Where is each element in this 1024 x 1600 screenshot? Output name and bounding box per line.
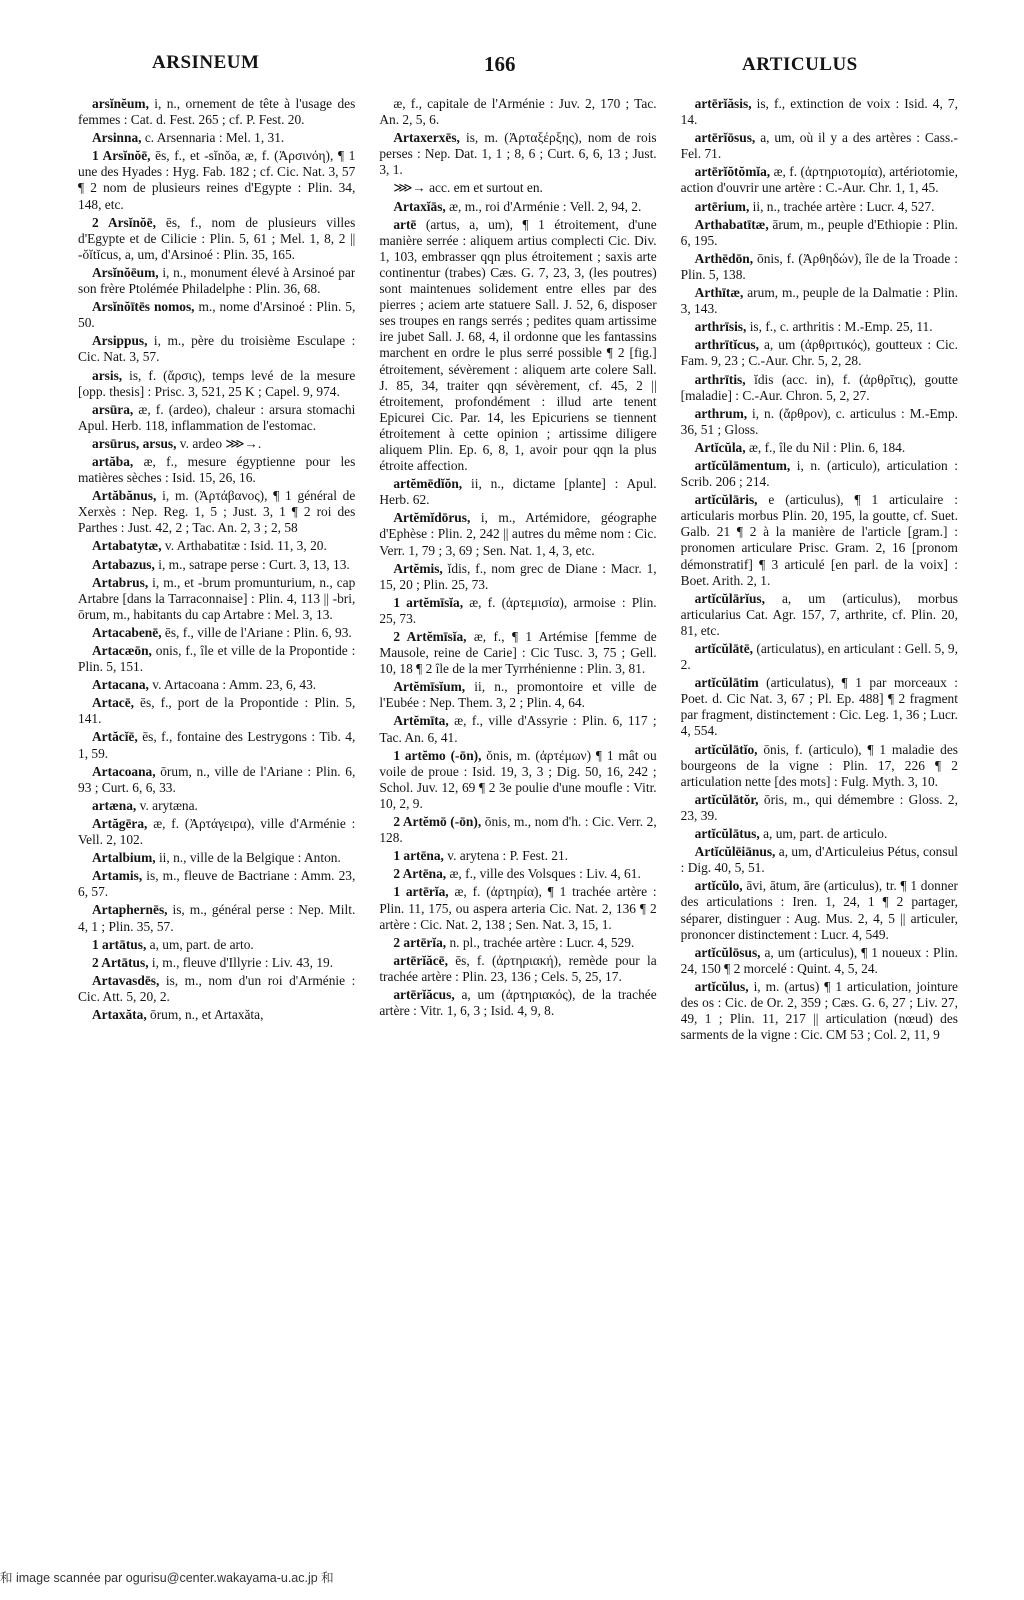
entry-headword: artĭcŭlōsus, bbox=[694, 944, 761, 960]
entry-headword: arthrum, bbox=[694, 405, 748, 421]
dictionary-entry bbox=[379, 953, 656, 985]
entry-definition: ēs, f., et -sĭnŏa, æ, f. (Ἀρσινόη), ¶ 1 une des Hyades : Hyg. Fab. 182 ; cf. Cic. Nat. 3, 57 ¶ 2 nom de plusieurs reines d'Egypte : Plin. 34, 148, etc. bbox=[78, 148, 356, 212]
entry-definition: æ, f. (ἀρτηριοτομία), artériotomie, action d'ouvrir une artère : C.-Aur. Chr. 1, 1, 45. bbox=[680, 164, 958, 196]
entry-headword: 1 artĕmīsĭa, bbox=[393, 594, 464, 610]
dictionary-entry bbox=[681, 641, 958, 673]
dictionary-entry bbox=[681, 372, 958, 404]
dictionary-entry bbox=[681, 251, 958, 283]
entry-definition: ēs, f., port de la Propontide : Plin. 5, 141. bbox=[78, 695, 356, 727]
entry-headword: artĭcŭlātē, bbox=[694, 641, 754, 656]
entry-definition: onis, f., île et ville de la Propontide : Plin. 5, 151. bbox=[78, 643, 356, 675]
column-right bbox=[681, 96, 958, 1522]
dictionary-entry bbox=[379, 814, 656, 846]
entry-definition: v. ardeo ⋙→. bbox=[176, 435, 262, 451]
dictionary-entry bbox=[78, 764, 355, 796]
dictionary-entry bbox=[681, 440, 958, 456]
entry-definition: is, f., c. arthritis : M.-Emp. 25, 11. bbox=[746, 319, 933, 335]
dictionary-entry bbox=[681, 792, 958, 824]
entry-headword: Arthēdōn, bbox=[694, 250, 754, 266]
entry-headword: artĭcŭlārĭus, bbox=[694, 590, 765, 606]
entry-headword: Artamis, bbox=[92, 868, 143, 884]
dictionary-entry bbox=[681, 337, 958, 369]
entry-definition: (articulatus), ¶ 1 par morceaux : Poet. d. Cic Nat. 3, 67 ; Pl. Ep. 488] ¶ 2 fragment par fragment, distinctement : Cic. Leg. 1, 36 ; Lucr. 4, 554. bbox=[680, 675, 958, 739]
entry-definition: æ, f., île du Nil : Plin. 6, 184. bbox=[745, 439, 906, 455]
entry-definition: ōrum, n., ville de l'Ariane : Plin. 6, 93 ; Curt. 6, 6, 33. bbox=[78, 763, 356, 795]
dictionary-entry bbox=[681, 130, 958, 162]
entry-definition: v. arytæna. bbox=[136, 797, 198, 813]
entry-headword: arthrītĭcus, bbox=[694, 337, 759, 353]
entry-definition: ōnis, m., nom d'h. : Cic. Verr. 2, 128. bbox=[379, 814, 657, 846]
entry-headword: 2 artērĭa, bbox=[393, 934, 447, 950]
entry-headword: Artalbium, bbox=[92, 850, 156, 866]
dictionary-entry bbox=[681, 742, 958, 790]
dictionary-entry bbox=[78, 402, 355, 434]
entry-definition: i, n., ornement de tête à l'usage des femmes : Cat. d. Fest. 265 ; cf. P. Fest. 20. bbox=[78, 96, 356, 128]
entry-headword: Arthabatītæ, bbox=[694, 216, 769, 232]
column-left bbox=[78, 96, 355, 1522]
entry-headword: 1 artēna, bbox=[393, 848, 444, 864]
entry-headword: artērĭăcus, bbox=[393, 986, 455, 1002]
entry-definition: i, n., monument élevé à Arsinoé par son frère Ptolémée Philadelphe : Plin. 36, 68. bbox=[78, 264, 356, 297]
dictionary-entry bbox=[379, 629, 656, 677]
entry-definition: (artus, a, um), ¶ 1 étroitement, d'une manière serrée : aliquem artius complecti Cic. Div. 1, 103, embrasser qqn plus étroitement ; saxis arte continentur (trabes) Cæs. G. 7, 23, 3, (les poutres) sont maintenues solidement entre elles par des pierres ; aciem arte statuere Sall. J. 52, 6, disposer ses troupes en rangs serrés ; pedites quam artissime ire jubet Sall. J. 68, 4, il ordonne que les fantassins marchent en ordre le plus serré possible ¶ 2 [fig.] étroitement, sévèrement : aliquem arte colere Sall. J. 85, 34, traiter qqn sévèrement, cf. 45, 2 || étroitement, profondément : illud arte tenent Epicurei Cic. Par. 14, les Epicuriens se tiennent étroitement à cette opinion ; artissime diligere aliquem Plin. Ep. 6, 8, 1, avoir pour qqn la plus étroite affection. bbox=[379, 216, 657, 474]
entry-definition: æ, f. (ardeo), chaleur : arsura stomachi Apul. Herb. 118, inflammation de l'estomac. bbox=[78, 401, 356, 433]
entry-definition: (articulatus), en articulant : Gell. 5, 9, 2. bbox=[680, 641, 958, 673]
entry-definition: a, um, part. de articulo. bbox=[759, 826, 888, 842]
entry-definition: ēs, f. (ἀρτηριακή), remède pour la trachée artère : Plin. 23, 136 ; Cels. 5, 25, 17. bbox=[379, 952, 657, 984]
entry-definition: c. Arsennaria : Mel. 1, 31. bbox=[141, 130, 285, 146]
entry-definition: m., nome d'Arsinoé : Plin. 5, 50. bbox=[78, 299, 356, 331]
entry-definition: æ, f., ville d'Assyrie : Plin. 6, 117 ; Tac. An. 6, 41. bbox=[379, 713, 657, 745]
entry-definition: is, m. (Ἀρταξέρξης), nom de rois perses : Nep. Dat. 1, 1 ; 8, 6 ; Curt. 6, 6, 13 ; Just. 3, 1. bbox=[379, 130, 657, 178]
entry-definition: i, m., et -brum promunturium, n., cap Artabre [dans la Tarraconnaise] : Plin. 4, 113 || -bri, ōrum, m., habitants du cap Artabre : Mel. 3, 13. bbox=[78, 574, 356, 622]
dictionary-entry bbox=[78, 130, 355, 146]
entry-headword: 2 Artātus, bbox=[92, 954, 149, 970]
dictionary-columns bbox=[78, 96, 958, 1522]
entry-headword: 1 artērĭa, bbox=[393, 884, 449, 900]
dictionary-entry bbox=[78, 798, 355, 814]
dictionary-entry bbox=[78, 96, 355, 128]
dictionary-entry bbox=[379, 199, 656, 215]
entry-definition: ōris, m., qui démembre : Gloss. 2, 23, 39. bbox=[680, 791, 958, 823]
entry-headword: Artaxăta, bbox=[92, 1006, 147, 1022]
dictionary-entry bbox=[379, 848, 656, 864]
entry-definition: i, m., père du troisième Esculape : Cic. Nat. 3, 57. bbox=[78, 333, 356, 365]
entry-headword: arsis, bbox=[92, 367, 123, 383]
dictionary-entry bbox=[681, 199, 958, 215]
entry-definition: n. pl., trachée artère : Lucr. 4, 529. bbox=[446, 934, 635, 950]
dictionary-entry bbox=[78, 955, 355, 971]
entry-definition: ii, n., trachée artère : Lucr. 4, 527. bbox=[749, 198, 935, 214]
entry-headword: artērĭăcē, bbox=[393, 952, 448, 968]
entry-definition: a, um, d'Articuleius Pétus, consul : Dig. 40, 5, 51. bbox=[680, 844, 958, 876]
dictionary-entry bbox=[681, 878, 958, 942]
dictionary-entry bbox=[78, 1007, 355, 1023]
dictionary-entry bbox=[379, 130, 656, 178]
dictionary-entry bbox=[681, 591, 958, 639]
dictionary-entry bbox=[379, 510, 656, 558]
dictionary-entry bbox=[78, 454, 355, 486]
entry-headword: Arthītæ, bbox=[694, 285, 744, 301]
entry-definition: a, um, part. de arto. bbox=[146, 936, 254, 952]
entry-headword: artĭcŭlāris, bbox=[694, 492, 758, 508]
entry-definition: āvi, ātum, āre (articulus), tr. ¶ 1 donner des articulations : Iren. 1, 24, 1 ¶ 2 partager, séparer, distinguer : Aug. Mus. 2, 4, 5 || articuler, prononcer distinctement : Lucr. 4, 549. bbox=[680, 878, 958, 942]
entry-definition: æ, f., ¶ 1 Artémise [femme de Mausole, reine de Carie] : Cic Tusc. 3, 75 ; Gell. 10, 18 ¶ 2 île de la mer Tyrrhénienne : Plin. 3, 81. bbox=[379, 629, 657, 677]
entry-headword: artæna, bbox=[92, 797, 137, 813]
dictionary-entry bbox=[78, 729, 355, 761]
dictionary-entry bbox=[78, 850, 355, 866]
entry-headword: Artabazus, bbox=[92, 556, 155, 572]
entry-headword: Artĭcŭla, bbox=[694, 439, 746, 455]
entry-definition: is, f., extinction de voix : Isid. 4, 7, 14. bbox=[680, 96, 958, 128]
dictionary-entry bbox=[681, 217, 958, 249]
entry-definition: ēs, f., fontaine des Lestrygons : Tib. 4, 1, 59. bbox=[78, 729, 356, 761]
entry-headword: Arsippus, bbox=[92, 333, 148, 349]
entry-headword: Artĕmīsĭum, bbox=[393, 679, 466, 695]
entry-definition: i, m. (Ἀρτάβανος), ¶ 1 général de Xerxès : Nep. Reg. 1, 5 ; Just. 3, 1 ¶ 2 roi des Parthes : Just. 42, 2 ; Tac. An. 2, 3 ; 2, 58 bbox=[78, 488, 356, 536]
entry-definition: ōnis, f. (articulo), ¶ 1 maladie des bourgeons de la vigne : Plin. 17, 226 ¶ 2 articulation nette [des mots] : Fulg. Myth. 3, 10. bbox=[680, 741, 958, 789]
entry-headword: Artăbănus, bbox=[92, 488, 157, 504]
entry-headword: Arsinna, bbox=[92, 130, 142, 146]
entry-definition: ii, n., promontoire et ville de l'Eubée : Nep. Them. 3, 2 ; Plin. 4, 64. bbox=[379, 679, 657, 711]
entry-headword: Arsĭnŏēum, bbox=[92, 264, 159, 280]
entry-headword: Artabatytæ, bbox=[92, 538, 162, 554]
entry-headword: Arsĭnŏītēs nomos, bbox=[92, 299, 195, 315]
dictionary-entry bbox=[78, 557, 355, 573]
entry-definition: a, um, où il y a des artères : Cass.-Fel. 71. bbox=[680, 130, 958, 162]
dictionary-entry bbox=[78, 695, 355, 727]
entry-definition: ĭdis, f., nom grec de Diane : Macr. 1, 15, 20 ; Plin. 25, 73. bbox=[379, 560, 657, 592]
entry-headword: artērĭŏtŏmĭa, bbox=[694, 164, 771, 180]
dictionary-entry bbox=[78, 538, 355, 554]
dictionary-entry bbox=[681, 826, 958, 842]
running-head-right: ARTICULUS bbox=[742, 54, 858, 75]
entry-headword: artĕmēdĭŏn, bbox=[393, 476, 463, 492]
dictionary-entry bbox=[78, 868, 355, 900]
dictionary-entry bbox=[681, 675, 958, 739]
dictionary-entry bbox=[379, 748, 656, 812]
entry-headword: Artavasdēs, bbox=[92, 972, 160, 988]
entry-headword: 2 Artēna, bbox=[393, 866, 447, 882]
dictionary-entry bbox=[379, 561, 656, 593]
entry-headword: artērĭăsis, bbox=[694, 96, 752, 111]
dictionary-entry bbox=[78, 265, 355, 297]
scan-credit: 和 image scannée par ogurisu@center.wakayama-u.ac.jp 和 bbox=[0, 1571, 334, 1585]
entry-headword: arthrīsis, bbox=[694, 319, 747, 335]
entry-definition: ārum, m., peuple d'Ethiopie : Plin. 6, 195. bbox=[680, 216, 958, 248]
dictionary-entry bbox=[681, 319, 958, 335]
entry-headword: arsūra, bbox=[92, 401, 134, 417]
dictionary-entry bbox=[681, 492, 958, 589]
entry-headword: Artĕmĭdōrus, bbox=[393, 510, 471, 526]
entry-headword: artĭcŭlāmentum, bbox=[694, 457, 791, 473]
entry-definition: i, n. (articulo), articulation : Scrib. 206 ; 214. bbox=[680, 457, 958, 490]
dictionary-entry bbox=[78, 625, 355, 641]
entry-headword: Artacē, bbox=[92, 695, 135, 711]
entry-definition: i, m., Artémidore, géographe d'Ephèse : Plin. 2, 242 || autres du même nom : Cic. Verr. 1, 79 ; 3, 69 ; Sen. Nat. 1, 4, 3, etc. bbox=[379, 510, 657, 558]
entry-headword: artĭcŭlātim bbox=[694, 675, 759, 691]
entry-definition: æ, f. (ἀρτεμισία), armoise : Plin. 25, 73. bbox=[379, 594, 657, 626]
entry-headword: Artabrus, bbox=[92, 574, 149, 590]
entry-headword: Artacabenē, bbox=[92, 624, 162, 640]
entry-definition: ii, n., dictame [plante] : Apul. Herb. 62. bbox=[379, 476, 657, 508]
entry-headword: artĭcŭlo, bbox=[694, 878, 743, 894]
entry-definition: ōrum, n., et Artaxăta, bbox=[146, 1006, 264, 1022]
dictionary-entry bbox=[681, 285, 958, 317]
entry-headword: 1 artātus, bbox=[92, 936, 147, 952]
dictionary-entry bbox=[78, 436, 355, 452]
dictionary-entry bbox=[78, 299, 355, 331]
entry-definition: a, um (ἀρθριτικός), goutteux : Cic. Fam. 9, 23 ; C.-Aur. Chr. 5, 2, 28. bbox=[680, 337, 958, 369]
dictionary-entry bbox=[681, 96, 958, 128]
dictionary-entry bbox=[78, 148, 355, 212]
entry-definition: æ, f., mesure égyptienne pour les matières sèches : Isid. 15, 26, 16. bbox=[78, 453, 356, 486]
dictionary-entry bbox=[78, 643, 355, 675]
entry-headword: artĭcŭlātus, bbox=[694, 826, 760, 842]
entry-headword: 1 Arsĭnŏē, bbox=[92, 148, 151, 164]
dictionary-entry bbox=[379, 595, 656, 627]
entry-definition: æ, f. (Ἀρτάγειρα), ville d'Arménie : Vell. 2, 102. bbox=[78, 815, 356, 848]
dictionary-entry bbox=[379, 987, 656, 1019]
dictionary-entry bbox=[681, 945, 958, 977]
entry-definition: i, m., fleuve d'Illyrie : Liv. 43, 19. bbox=[148, 954, 334, 970]
dictionary-entry bbox=[379, 935, 656, 951]
dictionary-entry bbox=[78, 488, 355, 536]
dictionary-entry bbox=[379, 679, 656, 711]
entry-headword: Artaphernēs, bbox=[92, 902, 168, 918]
entry-headword: Artacana, bbox=[92, 677, 149, 693]
dictionary-entry bbox=[78, 937, 355, 953]
entry-definition: ēs, f., ville de l'Ariane : Plin. 6, 93. bbox=[161, 624, 352, 640]
entry-definition: ⋙→ acc. em et surtout en. bbox=[393, 180, 543, 196]
entry-definition: ii, n., ville de la Belgique : Anton. bbox=[155, 850, 341, 866]
entry-definition: ĭdis (acc. in), f. (ἀρθρῖτις), goutte [maladie] : C.-Aur. Chron. 5, 2, 27. bbox=[680, 371, 958, 403]
entry-definition: is, m., général perse : Nep. Milt. 4, 1 ; Plin. 35, 57. bbox=[78, 902, 356, 934]
entry-definition: e (articulus), ¶ 1 articulaire : articularis morbus Plin. 20, 195, la goutte, cf. Suet. Galb. 21 ¶ 2 à la manière de l'article [gram.] : pronomen articulare Prisc. Gram. 2, 16 [pronom démonstratif] ¶ 3 articulé [en parl. de la voix] : Boet. Arith. 2, 1. bbox=[680, 492, 958, 588]
entry-headword: Artacoana, bbox=[92, 763, 156, 779]
entry-headword: Artĕmis, bbox=[393, 560, 443, 576]
entry-definition: ōnis, f. (Ἀρθηδών), île de la Troade : Plin. 5, 138. bbox=[680, 250, 958, 282]
entry-headword: arsūrus, arsus, bbox=[92, 435, 177, 451]
dictionary-entry bbox=[78, 816, 355, 848]
entry-headword: Artaxĭās, bbox=[393, 198, 446, 214]
entry-definition: a, um (articulus), morbus articularius Cat. Agr. 157, 7, arthrite, cf. Plin. 20, 81, etc. bbox=[680, 590, 958, 638]
entry-headword: Artĕmīta, bbox=[393, 713, 449, 729]
entry-definition: æ, f. (ἀρτηρία), ¶ 1 trachée artère : Plin. 11, 175, ou aspera arteria Cic. Nat. 2, 136 ¶ 2 artère : Cic. Nat. 2, 138 ; Sen. Nat. 3, 15, 1. bbox=[379, 884, 657, 932]
entry-headword: 2 Artĕmīsĭa, bbox=[393, 629, 467, 644]
entry-definition: i, n. (ἄρθρον), c. articulus : M.-Emp. 36, 51 ; Gloss. bbox=[680, 405, 958, 437]
entry-definition: a, um (articulus), ¶ 1 noueux : Plin. 24, 150 ¶ 2 morcelé : Quint. 4, 5, 24. bbox=[680, 944, 958, 976]
dictionary-entry bbox=[78, 902, 355, 934]
entry-headword: artĭcŭlātŏr, bbox=[694, 791, 759, 807]
dictionary-entry bbox=[681, 164, 958, 196]
dictionary-entry bbox=[379, 713, 656, 745]
dictionary-entry bbox=[78, 575, 355, 623]
entry-headword: Artĭcŭlēiānus, bbox=[694, 844, 776, 860]
dictionary-entry bbox=[379, 884, 656, 932]
entry-definition: æ, m., roi d'Arménie : Vell. 2, 94, 2. bbox=[445, 198, 642, 214]
entry-definition: v. arytena : P. Fest. 21. bbox=[443, 848, 569, 864]
entry-headword: arthrītis, bbox=[694, 371, 746, 387]
entry-headword: artē bbox=[393, 216, 417, 232]
entry-definition: v. Artacoana : Amm. 23, 6, 43. bbox=[148, 677, 317, 693]
entry-definition: is, m., fleuve de Bactriane : Amm. 23, 6, 57. bbox=[78, 868, 356, 900]
entry-headword: artērium, bbox=[694, 198, 750, 214]
dictionary-entry bbox=[681, 979, 958, 1043]
entry-headword: artērĭōsus, bbox=[694, 130, 756, 146]
page-number: 166 bbox=[484, 52, 516, 76]
entry-headword: Artacæōn, bbox=[92, 643, 152, 658]
entry-headword: 2 Arsĭnŏē, bbox=[92, 214, 156, 230]
entry-definition: v. Arthabatitæ : Isid. 11, 3, 20. bbox=[161, 538, 327, 554]
dictionary-entry bbox=[379, 180, 656, 196]
entry-definition: ēs, f., nom de plusieurs villes d'Egypte et de Cilicie : Plin. 5, 61 ; Mel. 1, 8, 2 || -ŏĭtĭcus, a, um, d'Arsinoé : Plin. 35, 165. bbox=[78, 214, 356, 262]
dictionary-entry bbox=[379, 866, 656, 882]
dictionary-entry bbox=[78, 973, 355, 1005]
dictionary-entry bbox=[681, 458, 958, 490]
entry-headword: Artaxerxēs, bbox=[393, 130, 460, 146]
entry-headword: Artăgēra, bbox=[92, 815, 148, 831]
dictionary-entry bbox=[78, 368, 355, 400]
entry-definition: is, f. (ἄρσις), temps levé de la mesure [opp. thesis] : Prisc. 3, 521, 25 K ; Capel. 9, 974. bbox=[78, 367, 356, 399]
entry-definition: i, m. (artus) ¶ 1 articulation, jointure des os : Cic. de Or. 2, 359 ; Cæs. G. 6, 27 ; Liv. 27, 49, 1 ; Plin. 11, 217 || articulation (nœud) des sarments de la vigne : Cic. CM 53 ; Col. 2, 11, 9 bbox=[680, 978, 958, 1043]
running-head-left: ARSINEUM bbox=[152, 52, 260, 73]
entry-definition: i, m., satrape perse : Curt. 3, 13, 13. bbox=[154, 556, 350, 572]
dictionary-entry bbox=[379, 476, 656, 508]
entry-headword: artĭcŭlātĭo, bbox=[694, 741, 758, 757]
dictionary-entry bbox=[78, 333, 355, 365]
entry-definition: a, um (ἀρτηριακός), de la trachée artère : Vitr. 1, 6, 3 ; Isid. 4, 9, 8. bbox=[379, 986, 657, 1019]
entry-headword: arsĭnĕum, bbox=[92, 96, 149, 111]
entry-definition: æ, f., capitale de l'Arménie : Juv. 2, 170 ; Tac. An. 2, 5, 6. bbox=[379, 96, 657, 128]
entry-definition: arum, m., peuple de la Dalmatie : Plin. 3, 143. bbox=[680, 285, 958, 317]
entry-definition: æ, f., ville des Volsques : Liv. 4, 61. bbox=[446, 866, 641, 882]
page-header bbox=[0, 52, 1024, 88]
entry-headword: artăba, bbox=[92, 453, 134, 469]
column-middle bbox=[379, 96, 656, 1522]
entry-definition: is, m., nom d'un roi d'Arménie : Cic. Att. 5, 20, 2. bbox=[78, 972, 356, 1004]
dictionary-entry bbox=[379, 217, 656, 475]
dictionary-entry bbox=[681, 406, 958, 438]
entry-headword: 2 Artĕmō (-ōn), bbox=[393, 814, 482, 830]
dictionary-entry bbox=[379, 96, 656, 128]
entry-definition: ŏnis, m. (ἀρτέμων) ¶ 1 mât ou voile de proue : Isid. 19, 3, 3 ; Dig. 50, 16, 242 ; Schol. Juv. 12, 69 ¶ 2 3e poulie d'une moufle : Vitr. 10, 2, 9. bbox=[379, 747, 657, 811]
dictionary-entry bbox=[78, 215, 355, 263]
entry-headword: artĭcŭlus, bbox=[694, 978, 749, 994]
entry-headword: Artăcĭē, bbox=[92, 729, 138, 745]
dictionary-entry bbox=[681, 844, 958, 876]
dictionary-entry bbox=[78, 677, 355, 693]
entry-headword: 1 artĕmo (-ōn), bbox=[393, 747, 482, 763]
